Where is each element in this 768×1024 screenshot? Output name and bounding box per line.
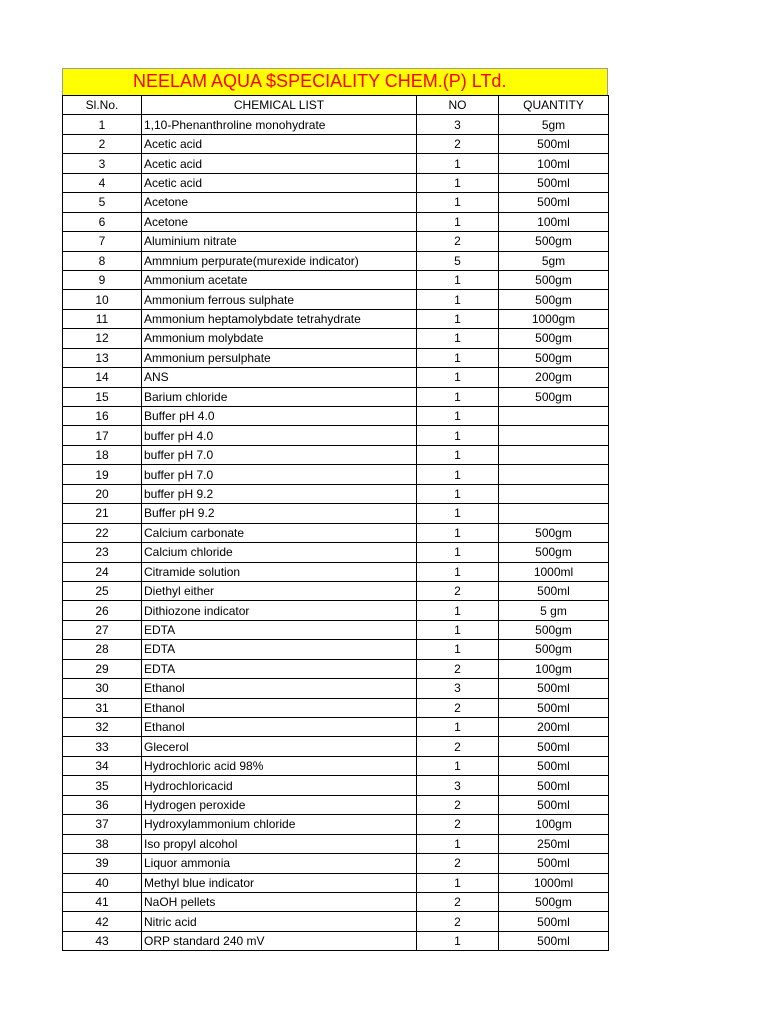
chemical-name-cell: buffer pH 4.0	[142, 426, 417, 445]
sl-cell: 15	[63, 387, 142, 406]
sl-cell: 4	[63, 173, 142, 192]
sl-cell: 13	[63, 348, 142, 367]
no-cell: 2	[417, 698, 499, 717]
sl-cell: 24	[63, 562, 142, 581]
chemical-name-cell: buffer pH 7.0	[142, 445, 417, 464]
chemical-name-cell: Ammonium acetate	[142, 270, 417, 289]
table-row	[63, 795, 609, 814]
quantity-cell: 100gm	[499, 659, 609, 678]
chemical-name-cell: Ammonium molybdate	[142, 329, 417, 348]
table-row	[63, 815, 609, 834]
table-row	[63, 523, 609, 542]
header-chemical-list: CHEMICAL LIST	[142, 96, 417, 115]
no-cell: 5	[417, 251, 499, 270]
sl-cell: 18	[63, 445, 142, 464]
sl-cell: 27	[63, 620, 142, 639]
quantity-cell: 500ml	[499, 854, 609, 873]
sl-cell: 26	[63, 601, 142, 620]
chemical-name-cell: Acetic acid	[142, 173, 417, 192]
quantity-cell: 500ml	[499, 776, 609, 795]
no-cell: 1	[417, 309, 499, 328]
table-row	[63, 912, 609, 931]
quantity-cell	[499, 504, 609, 523]
quantity-cell: 5gm	[499, 115, 609, 134]
no-cell: 2	[417, 737, 499, 756]
chemical-name-cell: Aluminium nitrate	[142, 232, 417, 251]
chemical-name-cell: Buffer pH 9.2	[142, 504, 417, 523]
table-row	[63, 348, 609, 367]
sl-cell: 37	[63, 815, 142, 834]
table-row	[63, 756, 609, 775]
no-cell: 1	[417, 756, 499, 775]
no-cell: 1	[417, 329, 499, 348]
sl-cell: 29	[63, 659, 142, 678]
table-row	[63, 504, 609, 523]
sheet-title: NEELAM AQUA $SPECIALITY CHEM.(P) LTd.	[133, 71, 507, 91]
quantity-cell: 500gm	[499, 543, 609, 562]
sl-cell: 16	[63, 407, 142, 426]
quantity-cell: 100gm	[499, 815, 609, 834]
no-cell: 1	[417, 154, 499, 173]
quantity-cell: 500gm	[499, 523, 609, 542]
table-row	[63, 562, 609, 581]
no-cell: 1	[417, 931, 499, 950]
no-cell: 1	[417, 873, 499, 892]
chemical-name-cell: Citramide solution	[142, 562, 417, 581]
sl-cell: 1	[63, 115, 142, 134]
chemical-name-cell: Dithiozone indicator	[142, 601, 417, 620]
table-row	[63, 620, 609, 639]
quantity-cell: 250ml	[499, 834, 609, 853]
quantity-cell: 500gm	[499, 892, 609, 911]
chemical-name-cell: Barium chloride	[142, 387, 417, 406]
chemical-name-cell: Acetic acid	[142, 154, 417, 173]
header-row	[63, 96, 609, 115]
quantity-cell: 500ml	[499, 756, 609, 775]
no-cell: 1	[417, 543, 499, 562]
table-row	[63, 115, 609, 134]
table-row	[63, 309, 609, 328]
no-cell: 1	[417, 212, 499, 231]
sl-cell: 11	[63, 309, 142, 328]
sl-cell: 22	[63, 523, 142, 542]
no-cell: 2	[417, 795, 499, 814]
quantity-cell: 1000ml	[499, 562, 609, 581]
sl-cell: 12	[63, 329, 142, 348]
quantity-cell	[499, 426, 609, 445]
no-cell: 1	[417, 426, 499, 445]
sl-cell: 21	[63, 504, 142, 523]
no-cell: 3	[417, 679, 499, 698]
table-row	[63, 270, 609, 289]
quantity-cell: 500ml	[499, 134, 609, 153]
quantity-cell: 500gm	[499, 387, 609, 406]
quantity-cell: 100ml	[499, 212, 609, 231]
quantity-cell: 500gm	[499, 290, 609, 309]
chemical-name-cell: ANS	[142, 368, 417, 387]
no-cell: 1	[417, 718, 499, 737]
sl-cell: 42	[63, 912, 142, 931]
no-cell: 2	[417, 854, 499, 873]
table-row	[63, 854, 609, 873]
sl-cell: 7	[63, 232, 142, 251]
sl-cell: 3	[63, 154, 142, 173]
table-row	[63, 290, 609, 309]
chemical-name-cell: Ethanol	[142, 679, 417, 698]
no-cell: 2	[417, 232, 499, 251]
chemical-name-cell: Iso propyl alcohol	[142, 834, 417, 853]
table-row	[63, 737, 609, 756]
table-row	[63, 543, 609, 562]
sl-cell: 35	[63, 776, 142, 795]
chemical-name-cell: EDTA	[142, 659, 417, 678]
no-cell: 1	[417, 465, 499, 484]
chemical-name-cell: Acetic acid	[142, 134, 417, 153]
sl-cell: 25	[63, 581, 142, 600]
header-sl-no: Sl.No.	[63, 96, 142, 115]
title-bar	[62, 68, 608, 95]
chemical-name-cell: EDTA	[142, 620, 417, 639]
table-row	[63, 232, 609, 251]
chemical-name-cell: Hydroxylammonium chloride	[142, 815, 417, 834]
table-row	[63, 154, 609, 173]
table-row	[63, 892, 609, 911]
no-cell: 2	[417, 815, 499, 834]
no-cell: 2	[417, 659, 499, 678]
no-cell: 1	[417, 368, 499, 387]
sl-cell: 32	[63, 718, 142, 737]
sl-cell: 33	[63, 737, 142, 756]
chemical-name-cell: buffer pH 7.0	[142, 465, 417, 484]
chemical-name-cell: Ammonium ferrous sulphate	[142, 290, 417, 309]
chemical-name-cell: Hydrochloricacid	[142, 776, 417, 795]
chemical-name-cell: Methyl blue indicator	[142, 873, 417, 892]
table-row	[63, 776, 609, 795]
sl-cell: 38	[63, 834, 142, 853]
sl-cell: 9	[63, 270, 142, 289]
table-row	[63, 601, 609, 620]
sl-cell: 40	[63, 873, 142, 892]
chemical-name-cell: Calcium carbonate	[142, 523, 417, 542]
table-row	[63, 407, 609, 426]
chemical-sheet	[62, 68, 608, 951]
sl-cell: 39	[63, 854, 142, 873]
quantity-cell: 200gm	[499, 368, 609, 387]
table-row	[63, 679, 609, 698]
chemical-name-cell: Ammonium heptamolybdate tetrahydrate	[142, 309, 417, 328]
table-row	[63, 329, 609, 348]
chemical-name-cell: Calcium chloride	[142, 543, 417, 562]
chemical-name-cell: 1,10-Phenanthroline monohydrate	[142, 115, 417, 134]
quantity-cell: 100ml	[499, 154, 609, 173]
chemical-name-cell: Hydrogen peroxide	[142, 795, 417, 814]
chemical-name-cell: ORP standard 240 mV	[142, 931, 417, 950]
no-cell: 2	[417, 134, 499, 153]
quantity-cell: 500gm	[499, 348, 609, 367]
quantity-cell: 5 gm	[499, 601, 609, 620]
quantity-cell: 1000ml	[499, 873, 609, 892]
table-row	[63, 465, 609, 484]
sl-cell: 14	[63, 368, 142, 387]
quantity-cell: 500ml	[499, 193, 609, 212]
no-cell: 1	[417, 173, 499, 192]
chemical-table	[62, 95, 609, 951]
quantity-cell: 500ml	[499, 698, 609, 717]
sl-cell: 20	[63, 484, 142, 503]
table-row	[63, 834, 609, 853]
sl-cell: 34	[63, 756, 142, 775]
no-cell: 2	[417, 912, 499, 931]
table-row	[63, 698, 609, 717]
table-row	[63, 640, 609, 659]
chemical-name-cell: buffer pH 9.2	[142, 484, 417, 503]
no-cell: 1	[417, 640, 499, 659]
no-cell: 1	[417, 562, 499, 581]
sl-cell: 10	[63, 290, 142, 309]
sl-cell: 31	[63, 698, 142, 717]
sl-cell: 2	[63, 134, 142, 153]
no-cell: 3	[417, 115, 499, 134]
chemical-name-cell: Ethanol	[142, 698, 417, 717]
chemical-name-cell: Diethyl either	[142, 581, 417, 600]
quantity-cell: 500gm	[499, 620, 609, 639]
quantity-cell: 500ml	[499, 912, 609, 931]
quantity-cell: 500ml	[499, 679, 609, 698]
quantity-cell: 500ml	[499, 581, 609, 600]
no-cell: 1	[417, 601, 499, 620]
sl-cell: 30	[63, 679, 142, 698]
quantity-cell: 500ml	[499, 795, 609, 814]
quantity-cell: 500gm	[499, 640, 609, 659]
chemical-name-cell: NaOH pellets	[142, 892, 417, 911]
no-cell: 2	[417, 581, 499, 600]
chemical-name-cell: Buffer pH 4.0	[142, 407, 417, 426]
sl-cell: 6	[63, 212, 142, 231]
sl-cell: 28	[63, 640, 142, 659]
no-cell: 2	[417, 892, 499, 911]
table-row	[63, 368, 609, 387]
table-row	[63, 659, 609, 678]
chemical-name-cell: EDTA	[142, 640, 417, 659]
no-cell: 1	[417, 270, 499, 289]
no-cell: 1	[417, 348, 499, 367]
quantity-cell: 200ml	[499, 718, 609, 737]
chemical-name-cell: Acetone	[142, 212, 417, 231]
quantity-cell: 1000gm	[499, 309, 609, 328]
quantity-cell: 500gm	[499, 329, 609, 348]
sl-cell: 5	[63, 193, 142, 212]
no-cell: 1	[417, 484, 499, 503]
table-row	[63, 134, 609, 153]
chemical-name-cell: Liquor ammonia	[142, 854, 417, 873]
table-row	[63, 445, 609, 464]
table-row	[63, 387, 609, 406]
quantity-cell: 500gm	[499, 232, 609, 251]
no-cell: 1	[417, 193, 499, 212]
quantity-cell	[499, 484, 609, 503]
sl-cell: 41	[63, 892, 142, 911]
sl-cell: 19	[63, 465, 142, 484]
chemical-name-cell: Nitric acid	[142, 912, 417, 931]
quantity-cell: 500ml	[499, 737, 609, 756]
quantity-cell: 5gm	[499, 251, 609, 270]
table-row	[63, 718, 609, 737]
table-row	[63, 251, 609, 270]
no-cell: 1	[417, 834, 499, 853]
header-quantity: QUANTITY	[499, 96, 609, 115]
no-cell: 1	[417, 387, 499, 406]
no-cell: 1	[417, 407, 499, 426]
quantity-cell	[499, 407, 609, 426]
no-cell: 1	[417, 445, 499, 464]
table-row	[63, 581, 609, 600]
chemical-name-cell: Glecerol	[142, 737, 417, 756]
no-cell: 3	[417, 776, 499, 795]
sl-cell: 17	[63, 426, 142, 445]
sl-cell: 23	[63, 543, 142, 562]
quantity-cell: 500gm	[499, 270, 609, 289]
no-cell: 1	[417, 504, 499, 523]
quantity-cell: 500ml	[499, 173, 609, 192]
no-cell: 1	[417, 620, 499, 639]
table-row	[63, 212, 609, 231]
sl-cell: 8	[63, 251, 142, 270]
table-row	[63, 931, 609, 950]
chemical-name-cell: Ammonium persulphate	[142, 348, 417, 367]
sl-cell: 36	[63, 795, 142, 814]
table-row	[63, 173, 609, 192]
chemical-name-cell: Ethanol	[142, 718, 417, 737]
quantity-cell	[499, 465, 609, 484]
chemical-name-cell: Ammnium perpurate(murexide indicator)	[142, 251, 417, 270]
table-row	[63, 873, 609, 892]
quantity-cell: 500ml	[499, 931, 609, 950]
table-row	[63, 426, 609, 445]
sl-cell: 43	[63, 931, 142, 950]
header-no: NO	[417, 96, 499, 115]
chemical-name-cell: Acetone	[142, 193, 417, 212]
no-cell: 1	[417, 523, 499, 542]
table-row	[63, 484, 609, 503]
table-row	[63, 193, 609, 212]
chemical-name-cell: Hydrochloric acid 98%	[142, 756, 417, 775]
no-cell: 1	[417, 290, 499, 309]
quantity-cell	[499, 445, 609, 464]
